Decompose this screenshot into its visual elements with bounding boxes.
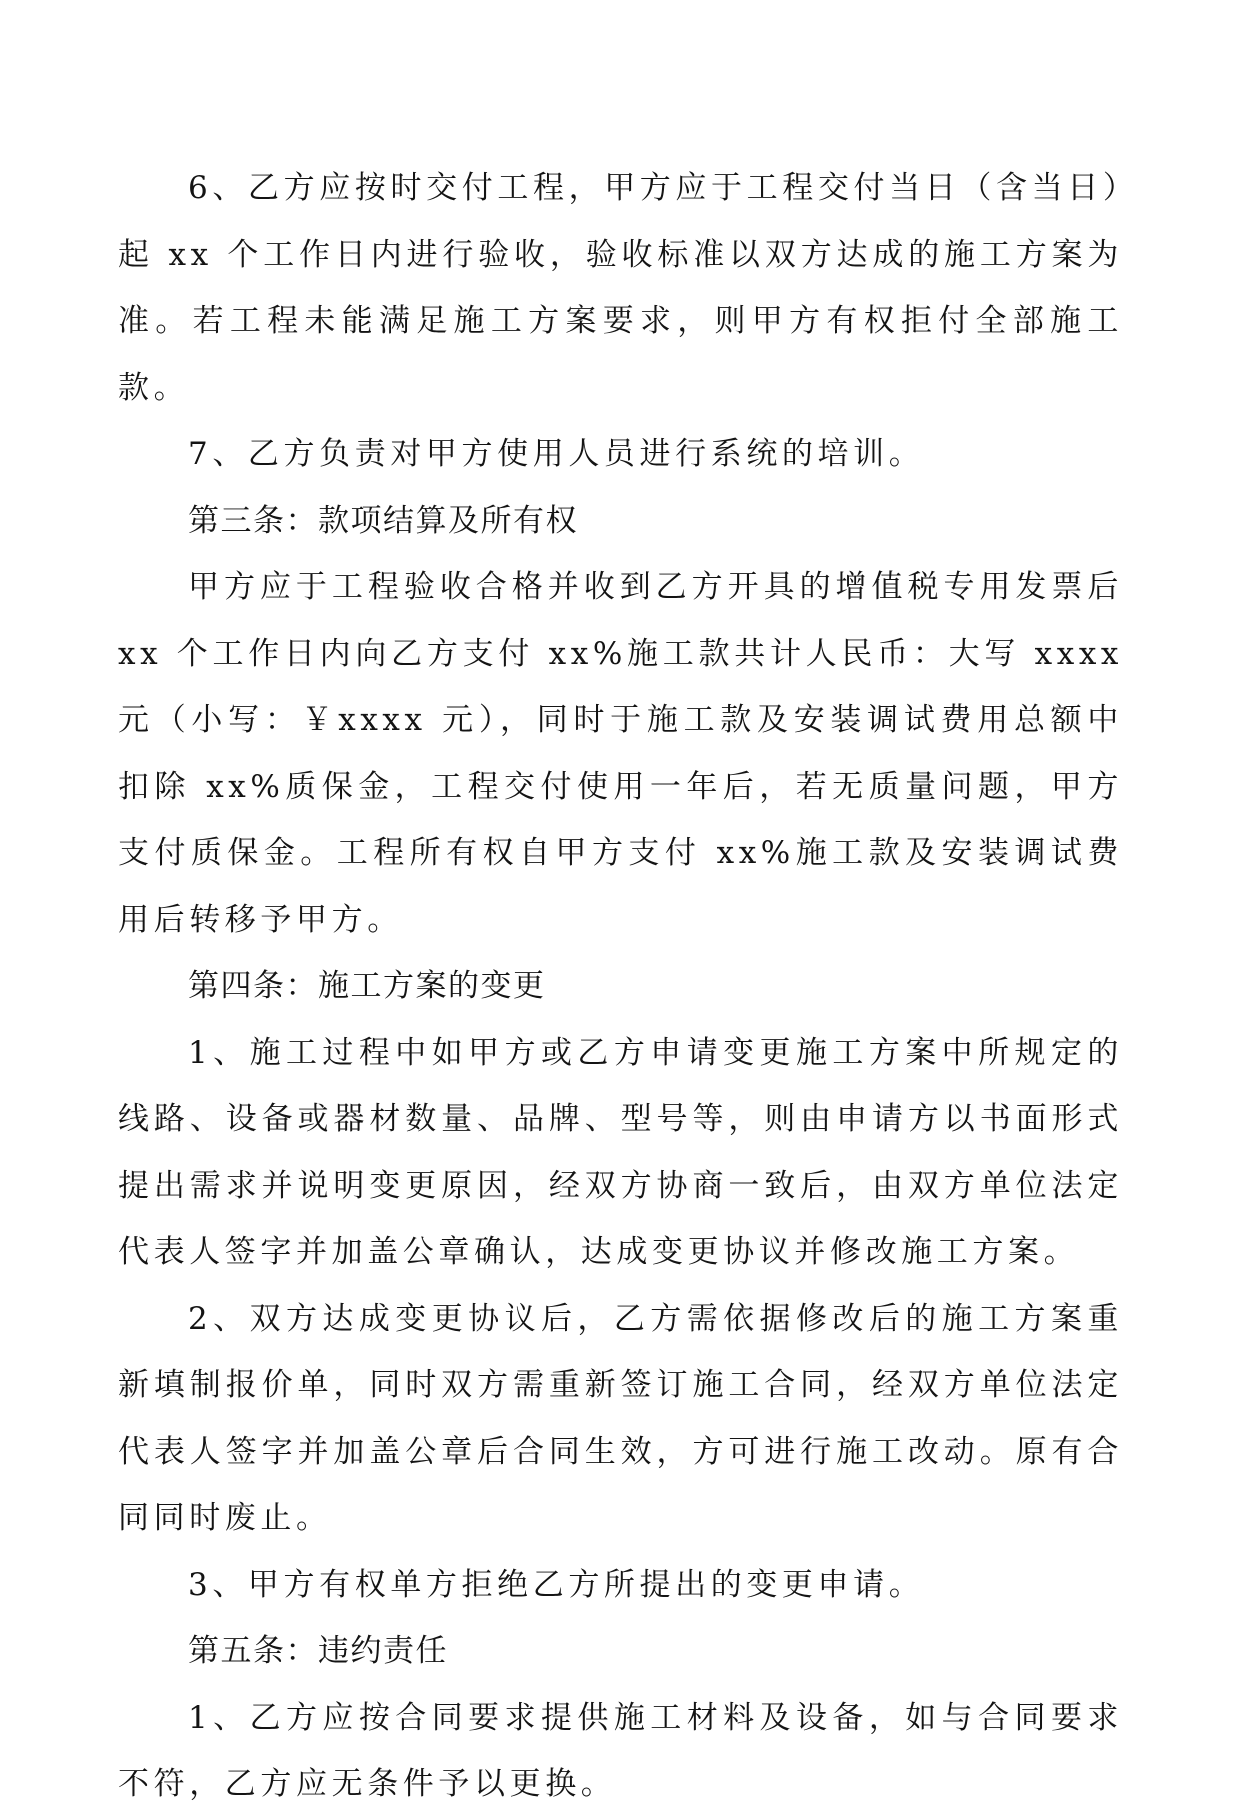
clause-4-item-3: 3、甲方有权单方拒绝乙方所提出的变更申请。: [188, 1566, 925, 1603]
section-heading-article-3: 第三条：款项结算及所有权: [188, 502, 578, 539]
section-heading-article-5: 第五条：违约责任: [188, 1633, 448, 1669]
clause-4-item-1: 1、施工过程中如甲方或乙方申请变更施工方案中所规定的线路、设备或器材数量、品牌、型号等，则由申请方以书面形式提出需求并说明变更原因，经双方协商一致后，由双方单位法定代表人签字并加盖公章确认，达成变更协议并修改施工方案。: [118, 1034, 1123, 1270]
clause-2-item-7: 7、乙方负责对甲方使用人员进行系统的培训。: [188, 436, 925, 472]
section-heading-article-4: 第四条：施工方案的变更: [188, 968, 546, 1004]
clause-2-item-6: 6、乙方应按时交付工程，甲方应于工程交付当日（含当日）起 xx 个工作日内进行验收，验收标准以双方达成的施工方案为准。若工程未能满足施工方案要求，则甲方有权拒付全部施工款。: [118, 170, 1123, 406]
clause-5-item-1: 1、乙方应按合同要求提供施工材料及设备，如与合同要求不符，乙方应无条件予以更换。: [118, 1699, 1123, 1802]
clause-3-paragraph: 甲方应于工程验收合格并收到乙方开具的增值税专用发票后 xx 个工作日内向乙方支付 xx%施工款共计人民币：大写 xxxx 元（小写：￥xxxx 元），同时于施工款及安装调试费用总额中扣除 xx%质保金，工程交付使用一年后，若无质量问题，甲方支付质保金。工程所有权自甲方支付 xx%施工款及安装调试费用后转移予甲方。: [118, 569, 1123, 938]
clause-4-item-2: 2、双方达成变更协议后，乙方需依据修改后的施工方案重新填制报价单，同时双方需重新签订施工合同，经双方单位法定代表人签字并加盖公章后合同生效，方可进行施工改动。原有合同同时废止。: [118, 1300, 1123, 1536]
